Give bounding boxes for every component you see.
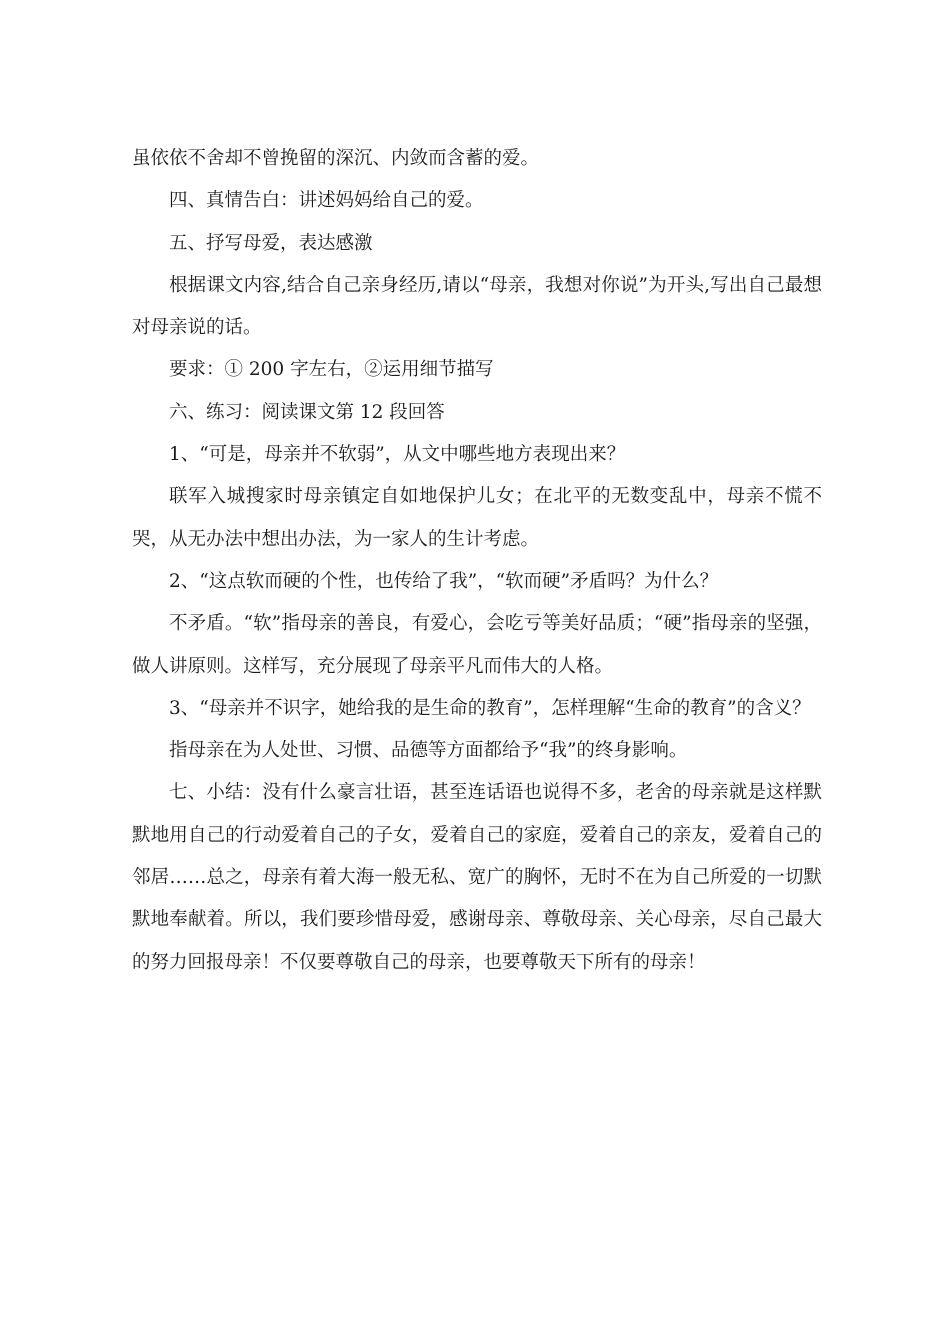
question-two: 2、“这点软而硬的个性，也传给了我”，“软而硬”矛盾吗？为什么？ [169,570,719,592]
question-three: 3、“母亲并不识字，她给我的是生命的教育”，怎样理解“生命的教育”的含义？ [169,697,811,719]
section-heading-six: 六、练习：阅读课文第 12 段回答 [169,401,445,423]
writing-prompt: 根据课文内容,结合自己亲身经历,请以“母亲，我想对你说”为开头,写出自己最想对母亲说的话。 [132,274,822,339]
document-body [132,138,822,984]
writing-requirements: 要求：① 200 字左右，②运用细节描写 [169,359,494,381]
answer-two: 不矛盾。“软”指母亲的善良，有爱心，会吃亏等美好品质；“硬”指母亲的坚强，做人讲原则。这样写，充分展现了母亲平凡而伟大的人格。 [132,613,822,677]
paragraph-continuation: 虽依依不舍却不曾挽留的深沉、内敛而含蓄的爱。 [132,148,540,169]
section-heading-five: 五、抒写母爱，表达感激 [169,232,373,254]
question-one: 1、“可是，母亲并不软弱”，从文中哪些地方表现出来？ [169,444,626,466]
answer-three: 指母亲在为人处世、习惯、品德等方面都给予“我”的终身影响。 [169,740,688,762]
summary-paragraph: 七、小结：没有什么豪言壮语，甚至连话语也说得不多，老舍的母亲就是这样默默地用自己的行动爱着自己的子女，爱着自己的家庭，爱着自己的亲友，爱着自己的邻居……总之，母亲有着大海一般无私、宽广的胸怀，无时不在为自己所爱的一切默默地奉献着。所以，我们要珍惜母爱，感谢母亲、尊敬母亲、关心母亲，尽自己最大的努力回报母亲！不仅要尊敬自己的母亲，也要尊敬天下所有的母亲！ [132,782,822,973]
answer-one: 联军入城搜家时母亲镇定自如地保护儿女；在北平的无数变乱中，母亲不慌不哭，从无办法中想出办法，为一家人的生计考虑。 [132,486,822,550]
section-heading-four: 四、真情告白：讲述妈妈给自己的爱。 [169,190,484,212]
